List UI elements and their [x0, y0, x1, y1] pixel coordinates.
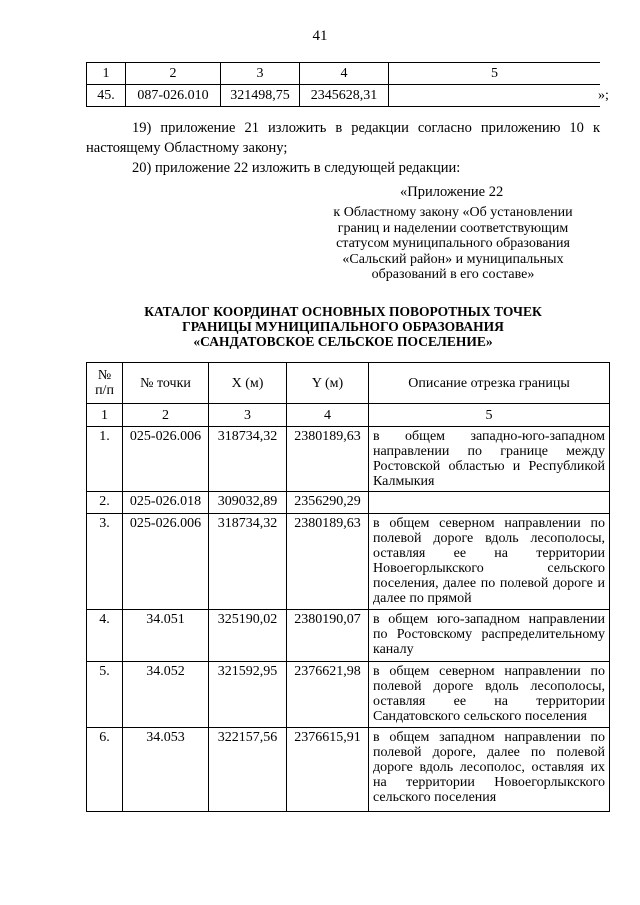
- catalog-title: [86, 304, 600, 349]
- cell-y: 2376615,91: [287, 728, 369, 812]
- cell-y: 2380189,63: [287, 514, 369, 610]
- cell-x: 321592,95: [209, 662, 287, 728]
- paragraph-19: 19) приложение 21 изложить в редакции согласно приложению 10 к настоящему Областному закону;: [86, 120, 600, 156]
- cell-n: 6.: [87, 728, 123, 812]
- cell-desc: в общем северном направлении по полевой дороге вдоль лесополосы, оставляя ее на территории Новоегорлыкского сельского поселения, далее по полевой дороге и далее по прямой: [369, 514, 610, 610]
- header-desc: Описание отрезка границы: [369, 363, 610, 404]
- header-n-symbol: №: [97, 368, 112, 383]
- appendix-line: границ и наделении соответствующим: [337, 220, 569, 236]
- table-row: [87, 85, 601, 107]
- appendix-title: «Приложение 22: [400, 184, 504, 200]
- col-number: 1: [87, 63, 126, 85]
- table-row: [87, 492, 610, 514]
- col-number: 5: [389, 63, 601, 85]
- col-number: 4: [287, 404, 369, 427]
- appendix-line: «Сальский район» и муниципальных: [342, 251, 564, 267]
- catalog-title-line: ГРАНИЦЫ МУНИЦИПАЛЬНОГО ОБРАЗОВАНИЯ: [182, 319, 504, 334]
- cell-x: 318734,32: [209, 427, 287, 492]
- col-number: 3: [209, 404, 287, 427]
- cell-x: 318734,32: [209, 514, 287, 610]
- appendix-line: образований в его составе»: [371, 267, 535, 282]
- cell-point: 025-026.006: [123, 427, 209, 492]
- cell-x: 325190,02: [209, 610, 287, 662]
- table-row: [87, 662, 610, 728]
- cell-n: 4.: [87, 610, 123, 662]
- header-x: X (м): [209, 363, 287, 404]
- table-row: [87, 728, 610, 812]
- col-number: 3: [221, 63, 300, 85]
- cell-desc: в общем западном направлении по полевой дороге, далее по полевой дороге вдоль лесополос, оставляя их на территории Новоегорлыкского сельского поселения: [369, 728, 610, 812]
- catalog-title-line: КАТАЛОГ КООРДИНАТ ОСНОВНЫХ ПОВОРОТНЫХ ТОЧЕК: [144, 304, 542, 319]
- coordinates-table: [86, 362, 610, 812]
- table-row: [87, 610, 610, 662]
- cell-desc: [389, 85, 601, 107]
- col-number: 1: [87, 404, 123, 427]
- cell-point: 34.052: [123, 662, 209, 728]
- table-header-row: [87, 63, 601, 85]
- cell-y: 2345628,31: [300, 85, 389, 107]
- page-number: 41: [312, 28, 328, 44]
- cell-point: 025-026.018: [123, 492, 209, 514]
- cell-point: 087-026.010: [126, 85, 221, 107]
- appendix-line: к Областному закону «Об установлении: [333, 205, 573, 220]
- quote-tail: »;: [598, 88, 609, 103]
- cell-point: 34.053: [123, 728, 209, 812]
- table-header-row: [87, 363, 610, 404]
- catalog-title-line: «САНДАТОВСКОЕ СЕЛЬСКОЕ ПОСЕЛЕНИЕ»: [193, 334, 493, 349]
- cell-x: 309032,89: [209, 492, 287, 514]
- cell-x: 322157,56: [209, 728, 287, 812]
- cell-n: 1.: [87, 427, 123, 492]
- cell-desc: [369, 492, 610, 514]
- cell-desc: в общем юго-западном направлении по Ростовскому распределительному каналу: [369, 610, 610, 662]
- cell-point: 025-026.006: [123, 514, 209, 610]
- column-numbers-row: [87, 404, 610, 427]
- cell-y: 2376621,98: [287, 662, 369, 728]
- cell-n: 45.: [87, 85, 126, 107]
- cell-y: 2380190,07: [287, 610, 369, 662]
- cell-desc: в общем западно-юго-западном направлении по границе между Ростовской областью и Республикой Калмыкия: [369, 427, 610, 492]
- col-number: 2: [123, 404, 209, 427]
- top-table: [86, 62, 600, 107]
- appendix-subtitle: [308, 205, 598, 283]
- cell-desc: в общем северном направлении по полевой дороге вдоль лесополосы, оставляя ее на территории Сандатовского сельского поселения: [369, 662, 610, 728]
- paragraph-20: 20) приложение 22 изложить в следующей редакции:: [132, 160, 461, 176]
- header-point: № точки: [123, 363, 209, 404]
- cell-y: 2380189,63: [287, 427, 369, 492]
- cell-y: 2356290,29: [287, 492, 369, 514]
- table-row: [87, 514, 610, 610]
- appendix-line: статусом муниципального образования: [336, 236, 570, 251]
- header-n: [87, 363, 123, 404]
- cell-n: 3.: [87, 514, 123, 610]
- cell-n: 5.: [87, 662, 123, 728]
- table-row: [87, 427, 610, 492]
- col-number: 2: [126, 63, 221, 85]
- col-number: 5: [369, 404, 610, 427]
- col-number: 4: [300, 63, 389, 85]
- cell-x: 321498,75: [221, 85, 300, 107]
- cell-n: 2.: [87, 492, 123, 514]
- header-y: Y (м): [287, 363, 369, 404]
- cell-point: 34.051: [123, 610, 209, 662]
- header-n-label: п/п: [95, 383, 114, 398]
